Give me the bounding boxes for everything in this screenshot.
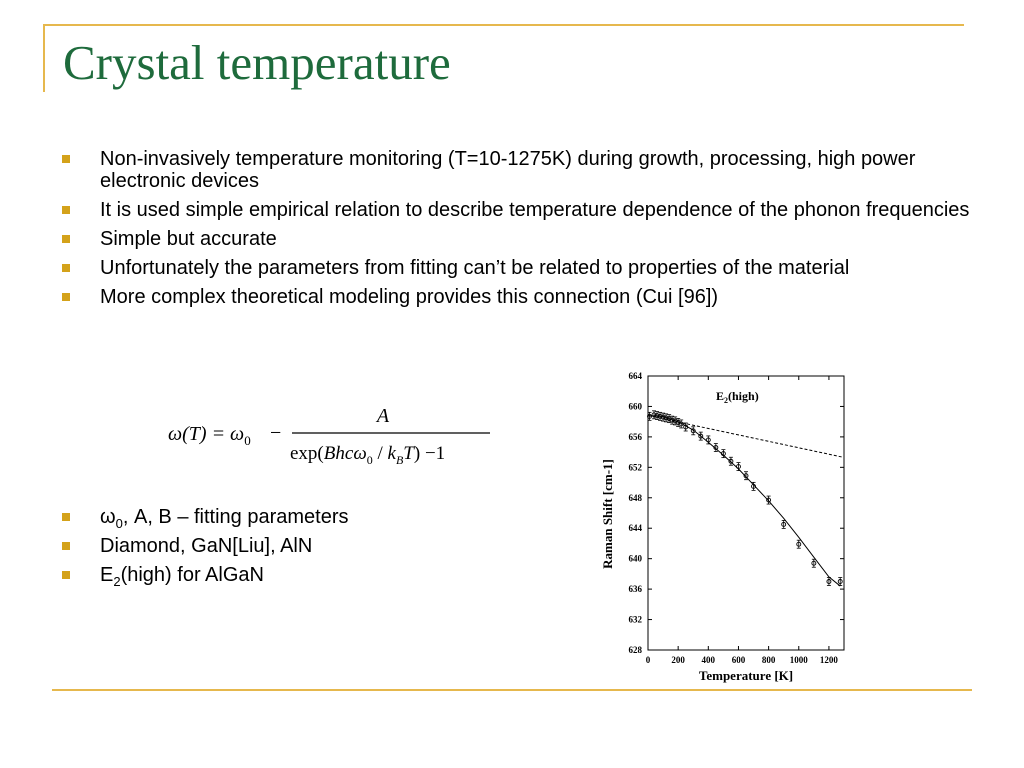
x-axis-label: Temperature [K] xyxy=(698,668,794,683)
bullet-text: Unfortunately the parameters from fitting can’t be related to properties of the material xyxy=(100,257,850,279)
title-frame-left-rule xyxy=(43,24,45,92)
bullet-marker-icon xyxy=(62,155,70,163)
bullet-text: Simple but accurate xyxy=(100,228,277,250)
bullet-list-bottom xyxy=(62,506,582,593)
y-tick-label: 648 xyxy=(628,492,642,503)
bullet-item xyxy=(62,286,982,308)
bullet-marker-icon xyxy=(62,264,70,272)
bullet-list-top xyxy=(62,148,982,315)
bullet-item xyxy=(62,148,982,192)
slide-title: Crystal temperature xyxy=(63,35,451,90)
raman-shift-chart xyxy=(596,366,856,690)
bullet-marker-icon xyxy=(62,571,70,579)
bullet-marker-icon xyxy=(62,513,70,521)
x-tick-label: 1200 xyxy=(819,655,838,665)
x-tick-label: 800 xyxy=(761,655,776,665)
equation-lhs-subscript: 0 xyxy=(244,433,251,448)
y-tick-label: 652 xyxy=(628,462,642,473)
bullet-item xyxy=(62,199,982,221)
y-axis-label: Raman Shift [cm-1] xyxy=(600,459,615,569)
bullet-marker-icon xyxy=(62,293,70,301)
equation-numerator: A xyxy=(376,405,390,427)
y-tick-label: 664 xyxy=(628,371,642,381)
phonon-frequency-equation xyxy=(168,400,508,470)
x-tick-label: 400 xyxy=(701,655,716,665)
y-tick-label: 636 xyxy=(628,584,642,595)
equation-lhs: $\omega(T) = \omega_0$ xyxy=(168,423,251,448)
y-tick-label: 640 xyxy=(628,553,642,564)
y-tick-label: 644 xyxy=(628,523,642,534)
equation-minus: − xyxy=(270,422,282,444)
x-tick-label: 200 xyxy=(671,655,685,665)
chart-title: $E_2(high)$ xyxy=(716,389,759,405)
bullet-marker-icon xyxy=(62,542,70,550)
plot-frame xyxy=(648,376,844,650)
bullet-item xyxy=(62,257,982,279)
y-axis-ticks xyxy=(629,371,845,655)
x-tick-label: 0 xyxy=(645,655,651,665)
y-tick-label: 632 xyxy=(628,614,642,625)
x-tick-label: 600 xyxy=(731,655,746,665)
bullet-item: $E_2(high)$ for AlGaN xyxy=(62,564,582,586)
x-tick-label: 1000 xyxy=(789,655,808,665)
bullet-text: More complex theoretical modeling provides this connection (Cui [96]) xyxy=(100,286,719,308)
bullet-text: Non-invasively temperature monitoring (T=10-1275K) during growth, processing, high power electronic devices xyxy=(100,148,916,192)
bullet-marker-icon xyxy=(62,235,70,243)
y-tick-label: 628 xyxy=(628,645,642,655)
bullet-item: Diamond, GaN[Liu], AlN xyxy=(62,535,582,557)
bullet-item xyxy=(62,228,982,250)
equation-denominator: $\exp(Bhc\omega_0 / k_BT) -1$ xyxy=(290,443,446,467)
bullet-text: It is used simple empirical relation to describe temperature dependence of the phonon frequencies xyxy=(100,199,970,221)
bottom-divider xyxy=(52,689,972,691)
title-frame-top-rule xyxy=(43,24,964,26)
y-tick-label: 656 xyxy=(628,431,642,442)
bullet-marker-icon xyxy=(62,206,70,214)
bullet-item: $\omega_0$, A, B – fitting parameters xyxy=(62,506,582,528)
dashed-fit-line xyxy=(648,416,844,458)
y-tick-label: 660 xyxy=(628,401,642,412)
data-series xyxy=(648,411,844,586)
solid-fit-line xyxy=(648,416,840,586)
